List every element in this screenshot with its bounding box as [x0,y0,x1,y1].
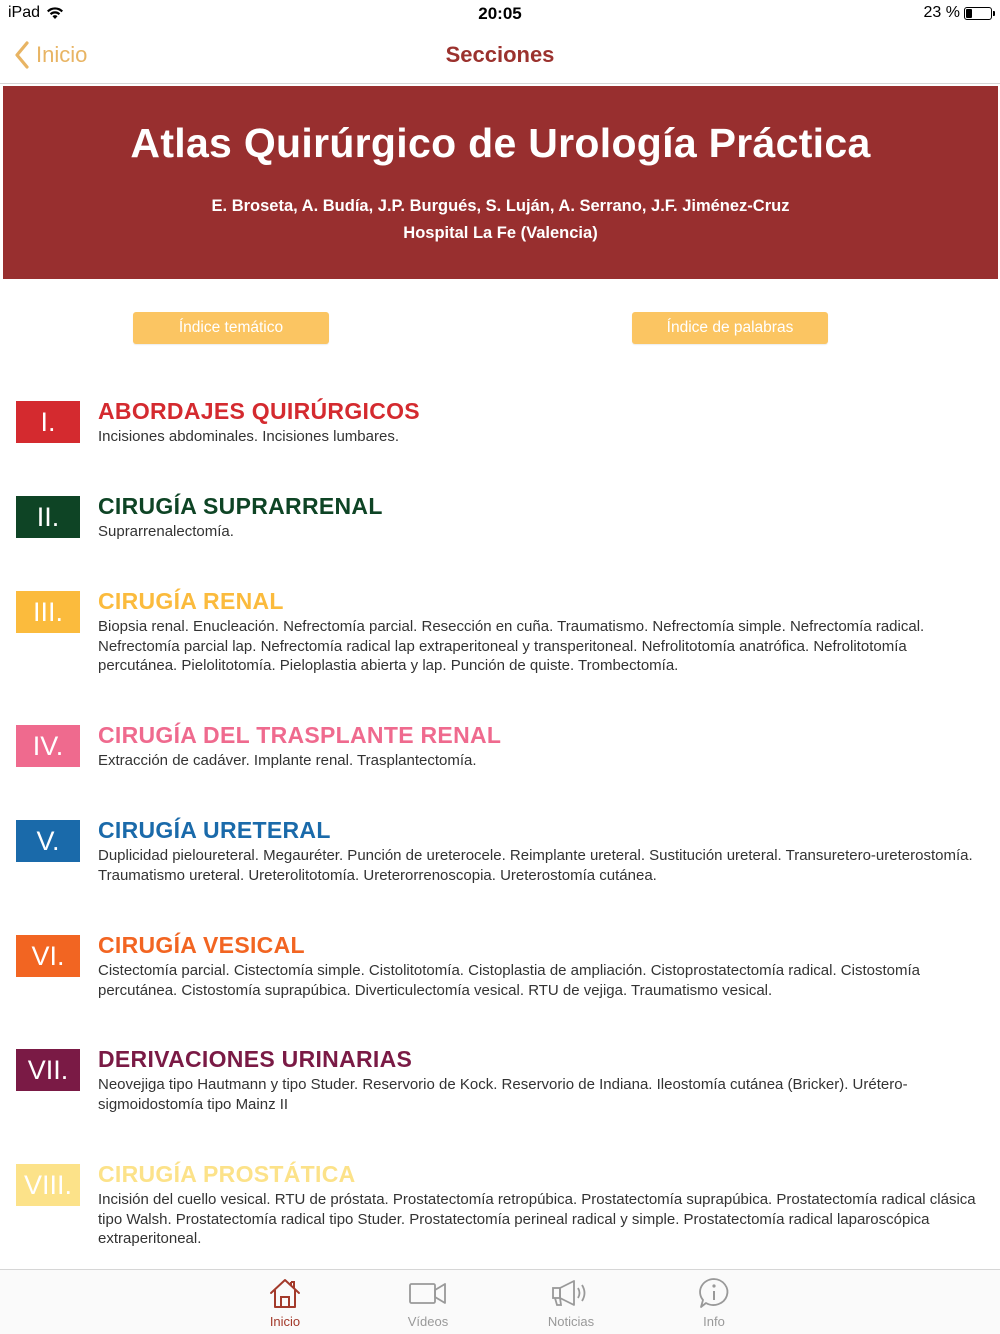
battery-icon [964,7,992,20]
section-numeral-badge[interactable]: IV. [16,725,80,767]
section-description: Duplicidad pieloureteral. Megauréter. Punción de ureterocele. Reimplante ureteral. Sustitución ureteral. Transuretero-ureterostomía. Traumatismo ureteral. Ureterolitotomía. Ureterorrenoscopia. Ureterostomía cutánea. [98,847,973,884]
section-title[interactable]: CIRUGÍA SUPRARRENAL [98,493,383,519]
tab-label: Inicio [269,1314,301,1329]
header-banner [3,86,998,279]
status-bar [0,0,1000,28]
tab-videos[interactable] [388,1276,468,1329]
section-description: Extracción de cadáver. Implante renal. Trasplantectomía. [98,752,477,769]
section-title[interactable]: CIRUGÍA PROSTÁTICA [98,1161,356,1187]
book-hospital: Hospital La Fe (Valencia) [403,224,598,242]
back-button-label: Inicio [36,42,88,67]
battery-percent: 23 % [923,4,960,21]
tab-bar [0,1269,1000,1334]
battery-level [966,9,972,18]
tab-label: Info [703,1314,725,1329]
home-icon [268,1276,302,1310]
section-numeral-badge[interactable]: V. [16,820,80,862]
section-numeral-badge[interactable]: III. [16,591,80,633]
section-numeral-badge[interactable]: VIII. [16,1164,80,1206]
tab-label: Vídeos [407,1314,449,1329]
section-description: Incisiones abdominales. Incisiones lumbares. [98,428,399,445]
tab-inicio[interactable] [245,1276,325,1329]
navigation-bar [0,28,1000,84]
section-title[interactable]: CIRUGÍA VESICAL [98,932,305,958]
indice-palabras-button[interactable]: Índice de palabras [632,312,828,344]
indice-tematico-button[interactable]: Índice temático [133,312,329,344]
info-icon [696,1276,732,1310]
section-description: Incisión del cuello vesical. RTU de próstata. Prostatectomía retropúbica. Prostatectomía suprapúbica. Prostatectomía radical clásica tipo Walsh. Prostatectomía radical tipo Studer. Prostatectomía perineal radical y simple. Prostatectomía radical laparoscópica extraperitoneal. [98,1191,976,1248]
tab-info[interactable] [674,1276,754,1329]
tab-label: Noticias [547,1314,595,1329]
page-title: Secciones [445,42,555,67]
section-title[interactable]: CIRUGÍA URETERAL [98,817,331,843]
book-authors: E. Broseta, A. Budía, J.P. Burgués, S. Luján, A. Serrano, J.F. Jiménez-Cruz [211,197,790,215]
section-numeral-badge[interactable]: II. [16,496,80,538]
section-description: Neovejiga tipo Hautmann y tipo Studer. Reservorio de Kock. Reservorio de Indiana. Ileostomía cutánea (Bricker). Urétero-sigmoidostomía tipo Mainz II [98,1076,908,1113]
video-camera-icon [408,1276,448,1310]
section-numeral-badge[interactable]: I. [16,401,80,443]
section-numeral-badge[interactable]: VII. [16,1049,80,1091]
tab-noticias[interactable] [531,1276,611,1329]
status-right [924,4,992,22]
section-description: Cistectomía parcial. Cistectomía simple. Cistolitotomía. Cistoplastia de ampliación. Cistoprostatectomía radical. Cistostomía percutánea. Cistostomía suprapúbica. Diverticulectomía vesical. RTU de vejiga. Traumatismo vesical. [98,962,920,999]
section-title[interactable]: CIRUGÍA DEL TRASPLANTE RENAL [98,722,502,748]
book-title: Atlas Quirúrgico de Urología Práctica [130,120,871,166]
device-name: iPad [8,4,41,21]
section-title[interactable]: CIRUGÍA RENAL [98,588,284,614]
section-numeral-badge[interactable]: VI. [16,935,80,977]
status-time: 20:05 [478,4,522,23]
section-title[interactable]: ABORDAJES QUIRÚRGICOS [98,398,420,424]
megaphone-icon [550,1276,592,1310]
section-title[interactable]: DERIVACIONES URINARIAS [98,1046,413,1072]
section-description: Biopsia renal. Enucleación. Nefrectomía parcial. Resección en cuña. Traumatismo. Nefrectomía simple. Nefrectomía radical. Nefrectomía parcial lap. Nefrectomía radical lap extraperitoneal y transperitoneal. Nefrolitotomía anatrófica. Nefrolitotomía percutánea. Pielolitotomía. Pieloplastia abierta y lap. Punción de quiste. Trombectomía. [98,618,925,675]
section-description: Suprarrenalectomía. [98,523,234,540]
